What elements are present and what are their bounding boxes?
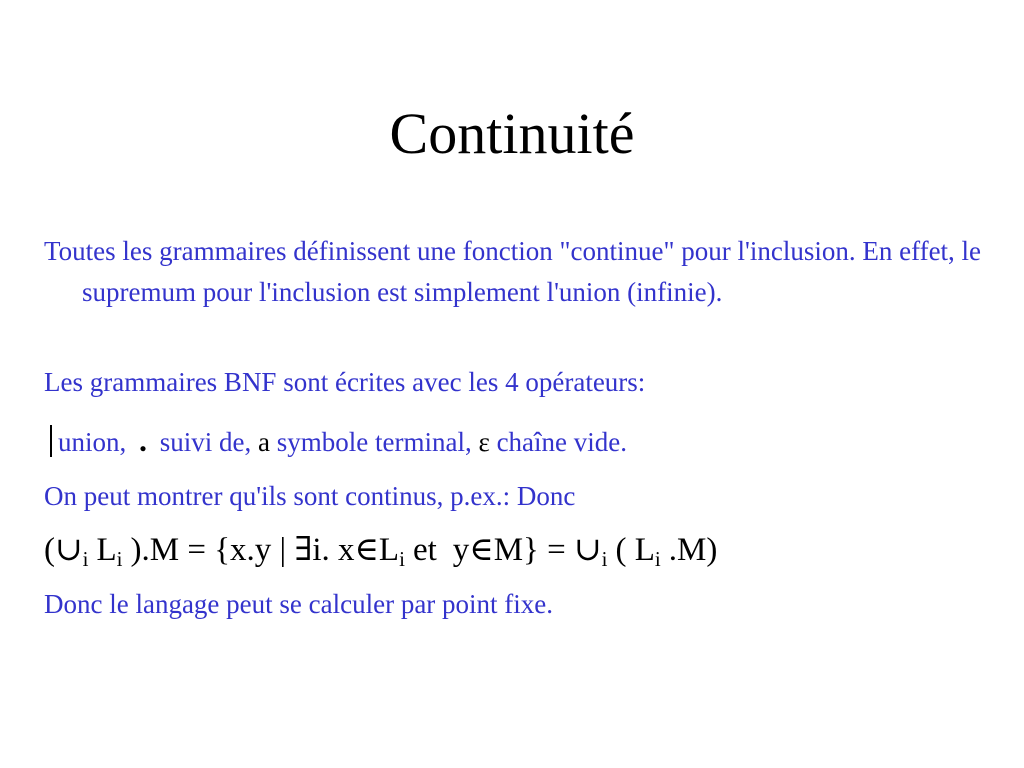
concat-dot-symbol: .	[139, 422, 148, 458]
eq-union-symbol: ∪	[574, 532, 602, 568]
eq-part2: i. x	[312, 532, 355, 568]
paragraph-fixed-point: Donc le langage peut se calculer par point fixe.	[44, 589, 554, 619]
eq-L: L	[634, 532, 655, 568]
slide-title: Continuité	[389, 101, 635, 166]
operators-line	[44, 420, 994, 463]
eq-close: .M)	[668, 532, 718, 568]
eq-part5: M} =	[493, 532, 574, 568]
terminal-symbol: a	[258, 427, 270, 457]
union-label: union,	[58, 427, 127, 457]
continuity-equation	[44, 527, 994, 573]
paragraph-bnf-operators: Les grammaires BNF sont écrites avec les 4 opérateurs:	[44, 367, 646, 397]
eq-sub-i: i	[82, 547, 89, 571]
eq-sub-i: i	[654, 547, 661, 571]
eq-L: L	[378, 532, 400, 568]
eq-part4: y	[452, 532, 470, 568]
eq-element-of-symbol: ∈	[469, 532, 494, 568]
concat-label: suivi de,	[159, 427, 252, 457]
paragraph-grammar-continuity: Toutes les grammaires définissent une fonction "continue" pour l'inclusion. En effet, le supremum pour l'inclusion est simplement l'union (infinie).	[44, 236, 982, 307]
paragraph-continuity-example: On peut montrer qu'ils sont continus, p.ex.: Donc	[44, 481, 576, 511]
eq-sub-i: i	[116, 547, 123, 571]
eq-L: L	[96, 532, 117, 568]
terminal-label: symbole terminal,	[276, 427, 472, 457]
eq-exists-symbol: ∃	[294, 532, 313, 568]
epsilon-symbol: ε	[478, 427, 490, 457]
eq-part1: ).M = {x.y |	[130, 532, 295, 568]
empty-string-label: chaîne vide.	[496, 427, 628, 457]
eq-part3: et	[412, 532, 437, 568]
eq-element-of-symbol: ∈	[354, 532, 379, 568]
union-bar-symbol	[50, 425, 52, 457]
eq-union-symbol: ∪	[55, 532, 83, 568]
eq-part6: (	[615, 532, 635, 568]
eq-sub-i: i	[399, 547, 405, 571]
eq-sub-i: i	[601, 547, 608, 571]
eq-open-paren: (	[44, 532, 55, 568]
